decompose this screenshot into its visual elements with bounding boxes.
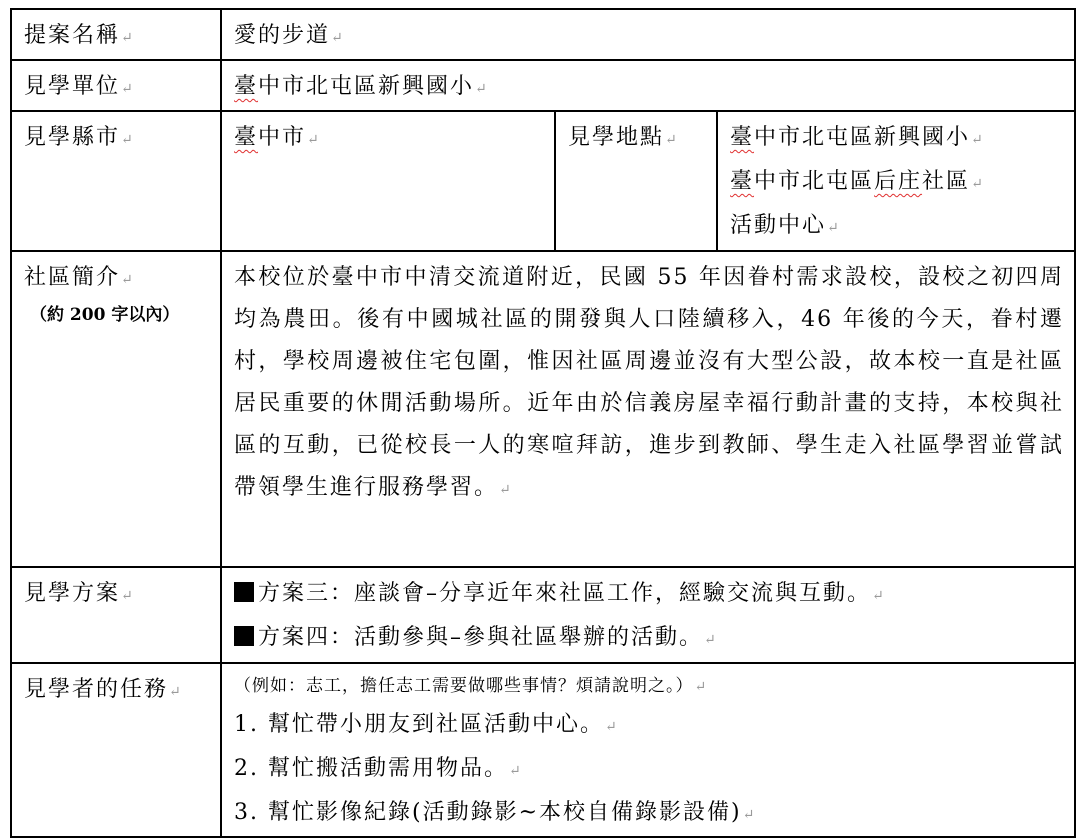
filled-square-icon [234, 626, 254, 646]
row-visit-unit [11, 60, 1075, 111]
plan-item-2: 方案四：活動參與–參與社區舉辦的活動。↵ [234, 617, 1064, 661]
community-intro-sublabel: （約 200 字以內） [30, 305, 180, 325]
visit-unit-value: 臺中市北屯區新興國小↵ [221, 60, 1075, 111]
visit-county-value: 臺中市↵ [221, 111, 555, 251]
visit-location-value [717, 111, 1075, 251]
community-intro-label-cell [11, 251, 221, 567]
visitor-tasks-label: 見學者的任務↵ [11, 663, 221, 837]
community-intro-text: 本校位於臺中市中清交流道附近，民國 55 年因眷村需求設校，設校之初四周均為農田。後有中國城社區的開發與人口陸續移入，46 年後的今天，眷村遷村，學校周邊被住宅包圍，惟因社區周邊並沒有大型公設，故本校一直是社區居民重要的休閒活動場所。近年由於信義房屋幸福行動計畫的支持，本校與社區的互動，已從校長一人的寒喧拜訪，進步到教師、學生走入社區學習並嘗試帶領學生進行服務學習。↵ [221, 251, 1075, 567]
task-item-3: 3. 幫忙影像紀錄(活動錄影~本校自備錄影設備)↵ [234, 800, 755, 825]
proposal-name-value: 愛的步道↵ [221, 9, 1075, 60]
visitor-tasks-items [221, 663, 1075, 837]
location-line-3: 活動中心↵ [730, 213, 839, 238]
visit-location-label: 見學地點↵ [555, 111, 717, 251]
row-visit-county [11, 111, 1075, 251]
location-line-1: 臺中市北屯區新興國小↵ [730, 125, 983, 150]
visit-plan-items [221, 567, 1075, 663]
task-item-1: 1. 幫忙帶小朋友到社區活動中心。↵ [234, 712, 617, 737]
filled-square-icon [234, 582, 254, 602]
task-note: （例如：志工，擔任志工需要做哪些事情？煩請說明之。）↵ [234, 676, 707, 696]
row-community-intro [11, 251, 1075, 567]
row-proposal-name [11, 9, 1075, 60]
community-intro-label: 社區簡介↵ [24, 265, 133, 290]
task-item-2: 2. 幫忙搬活動需用物品。↵ [234, 756, 521, 781]
row-visitor-tasks [11, 663, 1075, 837]
visit-unit-label: 見學單位↵ [11, 60, 221, 111]
row-visit-plan [11, 567, 1075, 663]
location-line-2: 臺中市北屯區后庄社區↵ [730, 169, 983, 194]
proposal-name-label: 提案名稱↵ [11, 9, 221, 60]
proposal-form-table [10, 8, 1076, 838]
plan-item-1: 方案三：座談會–分享近年來社區工作，經驗交流與互動。↵ [234, 573, 1064, 617]
visit-county-label: 見學縣市↵ [11, 111, 221, 251]
visit-plan-label: 見學方案↵ [11, 567, 221, 663]
